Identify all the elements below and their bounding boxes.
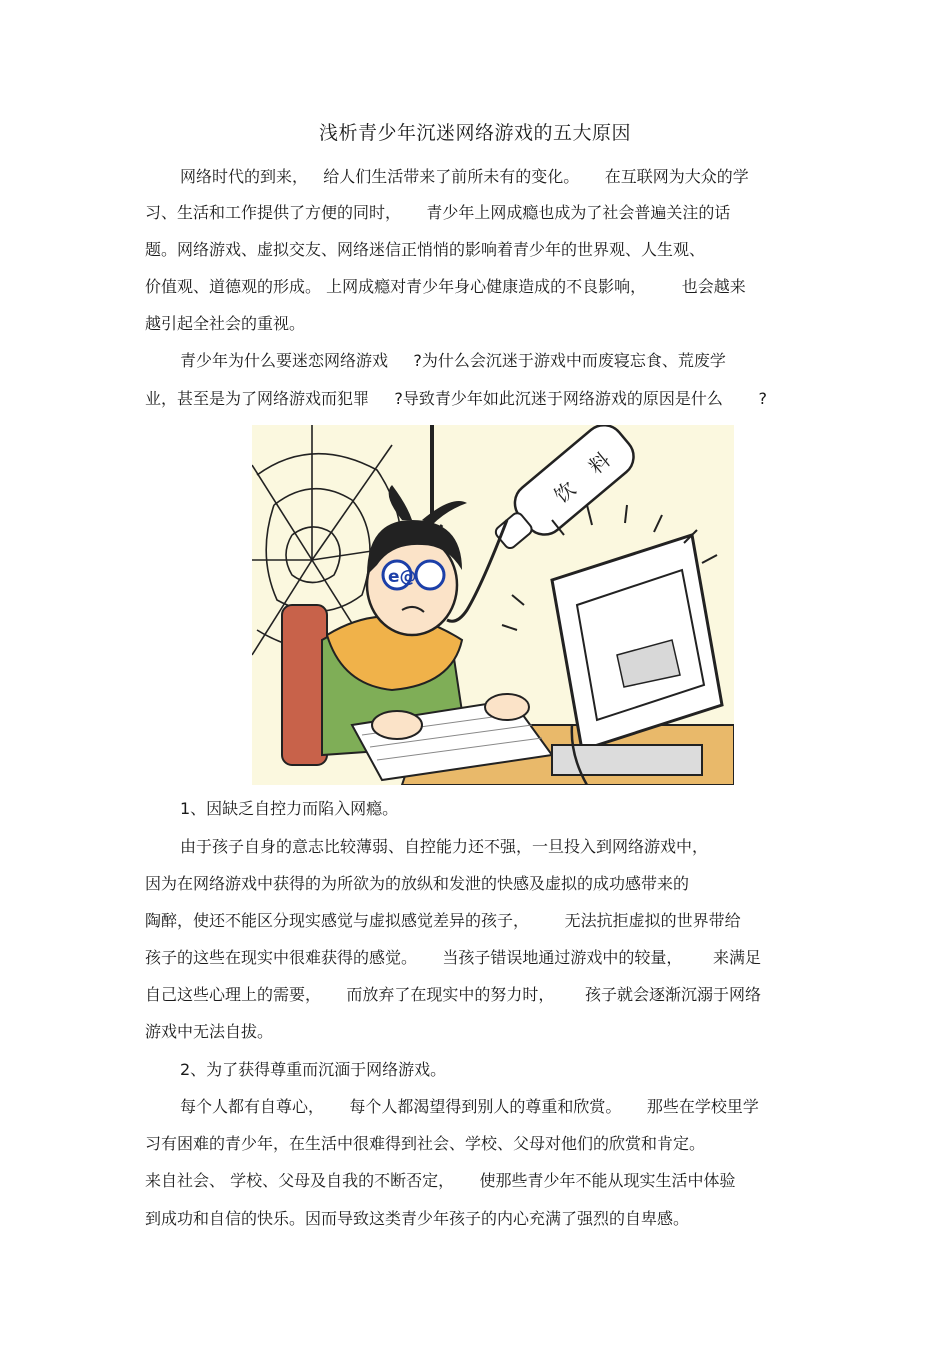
document-title: 浅析青少年沉迷网络游戏的五大原因 xyxy=(318,122,631,144)
section2-line-3: 来自社会、 学校、父母及自我的不断否定， 使那些青少年不能从现实生活中体验 xyxy=(145,1171,736,1190)
section1-line-6: 游戏中无法自拔。 xyxy=(145,1022,274,1041)
intro-line-1: 网络时代的到来， 给人们生活带来了前所未有的变化。 在互联网为大众的学 xyxy=(180,167,749,186)
section1-line-1: 由于孩子自身的意志比较薄弱、自控能力还不强，一旦投入到网络游戏中， xyxy=(180,837,709,856)
question-line-1: 青少年为什么要迷恋网络游戏 ?为什么会沉迷于游戏中而废寝忘食、荒废学 xyxy=(180,351,726,370)
bottle-label-1: 饮 xyxy=(549,476,581,508)
eye-label: e@ xyxy=(388,567,417,587)
section2-line-1: 每个人都有自尊心， 每个人都渴望得到别人的尊重和欣赏。 那些在学校里学 xyxy=(180,1097,759,1116)
section1-line-5: 自己这些心理上的需要， 而放弃了在现实中的努力时， 孩子就会逐渐沉溺于网络 xyxy=(145,985,761,1004)
bottle-label-2: 料 xyxy=(584,447,615,479)
drink-bottle-icon xyxy=(484,425,642,562)
section2-line-4: 到成功和自信的快乐。因而导致这类青少年孩子的内心充满了强烈的自卑感。 xyxy=(145,1209,690,1228)
intro-line-2: 习、生活和工作提供了方便的同时， 青少年上网成瘾也成为了社会普遍关注的话 xyxy=(145,203,731,222)
section1-heading: 1、因缺乏自控力而陷入网瘾。 xyxy=(180,799,399,818)
section2-heading: 2、为了获得尊重而沉湎于网络游戏。 xyxy=(180,1060,447,1079)
section2-line-2: 习有困难的青少年，在生活中很难得到社会、学校、父母对他们的欣赏和肯定。 xyxy=(145,1134,706,1153)
intro-line-5: 越引起全社会的重视。 xyxy=(145,314,306,333)
intro-line-3: 题。网络游戏、虚拟交友、网络迷信正悄悄的影响着青少年的世界观、人生观、 xyxy=(145,240,706,259)
computer-monitor-icon xyxy=(552,535,722,785)
section1-line-4: 孩子的这些在现实中很难获得的感觉。 当孩子错误地通过游戏中的较量， 来满足 xyxy=(145,948,761,967)
intro-line-4: 价值观、道德观的形成。 上网成瘾对青少年身心健康造成的不良影响， 也会越来 xyxy=(145,277,746,296)
section1-line-2: 因为在网络游戏中获得的为所欲为的放纵和发泄的快感及虚拟的成功感带来的 xyxy=(145,874,690,893)
section1-line-3: 陶醉，使还不能区分现实感觉与虚拟感觉差异的孩子， 无法抗拒虚拟的世界带给 xyxy=(145,911,741,930)
cartoon-illustration xyxy=(252,425,734,785)
question-line-2: 业，甚至是为了网络游戏而犯罪 ?导致青少年如此沉迷于网络游戏的原因是什么 ? xyxy=(145,389,768,408)
